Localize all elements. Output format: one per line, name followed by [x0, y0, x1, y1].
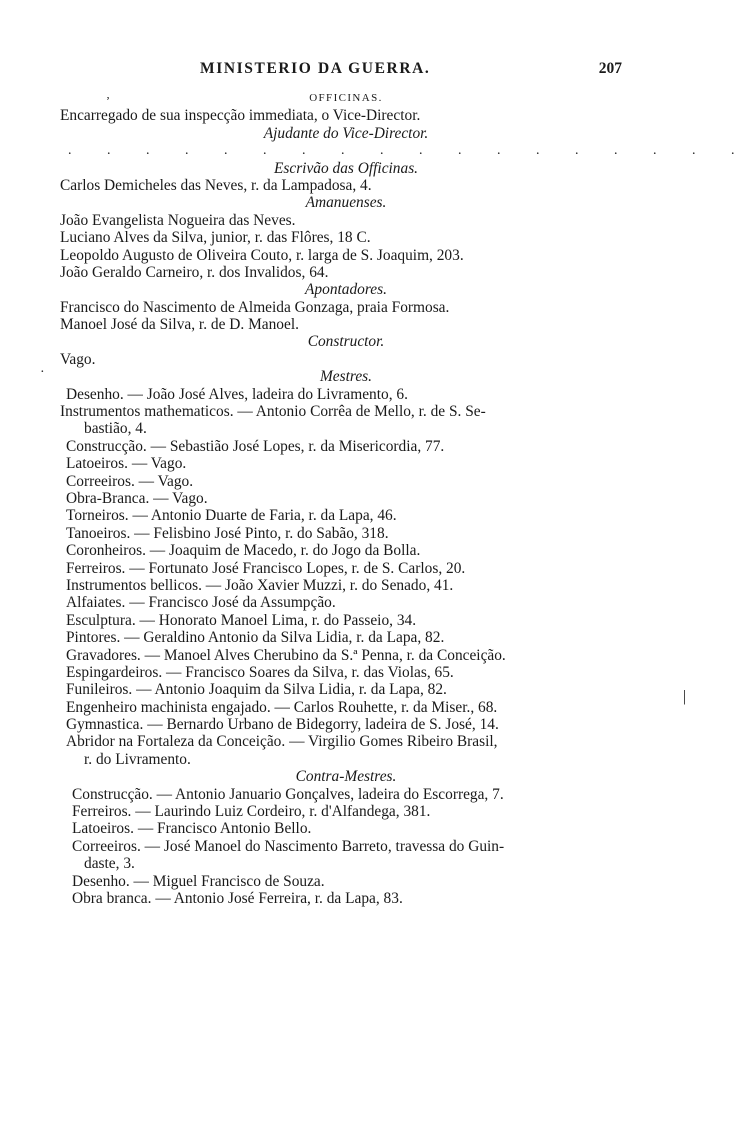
section-heading: OFFICINAS.	[309, 92, 383, 104]
text-line: Pintores. — Geraldino Antonio da Silva Lidia, r. da Lapa, 82.	[66, 629, 445, 647]
running-title: MINISTERIO DA GUERRA.	[200, 60, 431, 77]
print-mark: ʼ	[106, 94, 110, 108]
text-line: Encarregado de sua inspecção immediata, o Vice-Director.	[60, 107, 421, 125]
text-line: João Evangelista Nogueira das Neves.	[60, 211, 296, 229]
text-line: Obra-Branca. — Vago.	[66, 489, 208, 507]
text-line: Luciano Alves da Silva, junior, r. das Flôres, 18 C.	[60, 229, 371, 247]
subheading-escrivao: Escrivão das Officinas.	[273, 159, 419, 177]
subheading-amanuenses: Amanuenses.	[305, 194, 387, 212]
subheading-apontadores: Apontadores.	[305, 281, 387, 299]
text-line: Latoeiros. — Francisco Antonio Bello.	[72, 820, 312, 838]
text-line-continuation: bastião, 4.	[84, 420, 147, 438]
subheading-constructor: Constructor.	[307, 333, 385, 351]
page-body	[60, 90, 751, 907]
page-header	[0, 60, 704, 84]
text-line: Torneiros. — Antonio Duarte de Faria, r. da Lapa, 46.	[66, 507, 397, 525]
text-line: Engenheiro machinista engajado. — Carlos Rouhette, r. da Miser., 68.	[66, 698, 498, 716]
text-line: Instrumentos mathematicos. — Antonio Corrêa de Mello, r. de S. Se-	[60, 403, 486, 421]
text-line-continuation: r. do Livramento.	[84, 750, 191, 768]
subheading-mestres: Mestres.	[319, 368, 372, 386]
page-number: 207	[598, 60, 622, 77]
text-line: Instrumentos bellicos. — João Xavier Muzzi, r. do Senado, 41.	[66, 576, 454, 594]
text-line: Gymnastica. — Bernardo Urbano de Bidegorry, ladeira de S. José, 14.	[66, 716, 499, 734]
text-line: Ferreiros. — Fortunato José Francisco Lopes, r. de S. Carlos, 20.	[66, 559, 466, 577]
text-line: Construcção. — Antonio Januario Gonçalves, ladeira do Escorrega, 7.	[72, 785, 504, 803]
text-line: Desenho. — João José Alves, ladeira do Livramento, 6.	[66, 385, 408, 403]
text-line: Construcção. — Sebastião José Lopes, r. da Misericordia, 77.	[66, 437, 445, 455]
text-line: Tanoeiros. — Felisbino José Pinto, r. do Sabão, 318.	[66, 524, 389, 542]
text-line: Abridor na Fortaleza da Conceição. — Virgilio Gomes Ribeiro Brasil,	[66, 733, 498, 751]
text-line: Manoel José da Silva, r. de D. Manoel.	[60, 316, 299, 334]
text-line: Obra branca. — Antonio José Ferreira, r. da Lapa, 83.	[72, 889, 403, 907]
text-line: João Geraldo Carneiro, r. dos Invalidos, 64.	[60, 263, 329, 281]
text-line: Espingardeiros. — Francisco Soares da Silva, r. das Violas, 65.	[66, 663, 454, 681]
text-line: Esculptura. — Honorato Manoel Lima, r. do Passeio, 34.	[66, 611, 417, 629]
text-line: Latoeiros. — Vago.	[66, 455, 187, 473]
text-line: Correeiros. — José Manoel do Nascimento Barreto, travessa do Guin-	[72, 837, 505, 855]
text-line: Carlos Demicheles das Neves, r. da Lampadosa, 4.	[60, 176, 372, 194]
margin-mark: ·	[40, 365, 45, 380]
text-line: Gravadores. — Manoel Alves Cherubino da S.ª Penna, r. da Conceição.	[66, 646, 506, 664]
margin-mark-right: |	[683, 688, 687, 705]
text-line: Funileiros. — Antonio Joaquim da Silva Lidia, r. da Lapa, 82.	[66, 681, 447, 699]
leader-dots: . . . . . . . . . . . . . . . . . .	[68, 143, 751, 159]
text-line-continuation: daste, 3.	[84, 855, 135, 873]
text-line: Francisco do Nascimento de Almeida Gonzaga, praia Formosa.	[60, 298, 450, 316]
text-line: Desenho. — Miguel Francisco de Souza.	[72, 872, 325, 890]
text-line: Vago.	[60, 350, 96, 368]
text-line: Correeiros. — Vago.	[66, 472, 194, 490]
text-line: Ferreiros. — Laurindo Luiz Cordeiro, r. d'Alfandega, 381.	[72, 803, 431, 821]
subheading-ajudante: Ajudante do Vice-Director.	[263, 124, 429, 142]
subheading-contramestres: Contra-Mestres.	[295, 768, 397, 786]
text-line: Leopoldo Augusto de Oliveira Couto, r. larga de S. Joaquim, 203.	[60, 246, 464, 264]
text-line: Alfaiates. — Francisco José da Assumpção.	[66, 594, 336, 612]
text-line: Coronheiros. — Joaquim de Macedo, r. do Jogo da Bolla.	[66, 542, 421, 560]
